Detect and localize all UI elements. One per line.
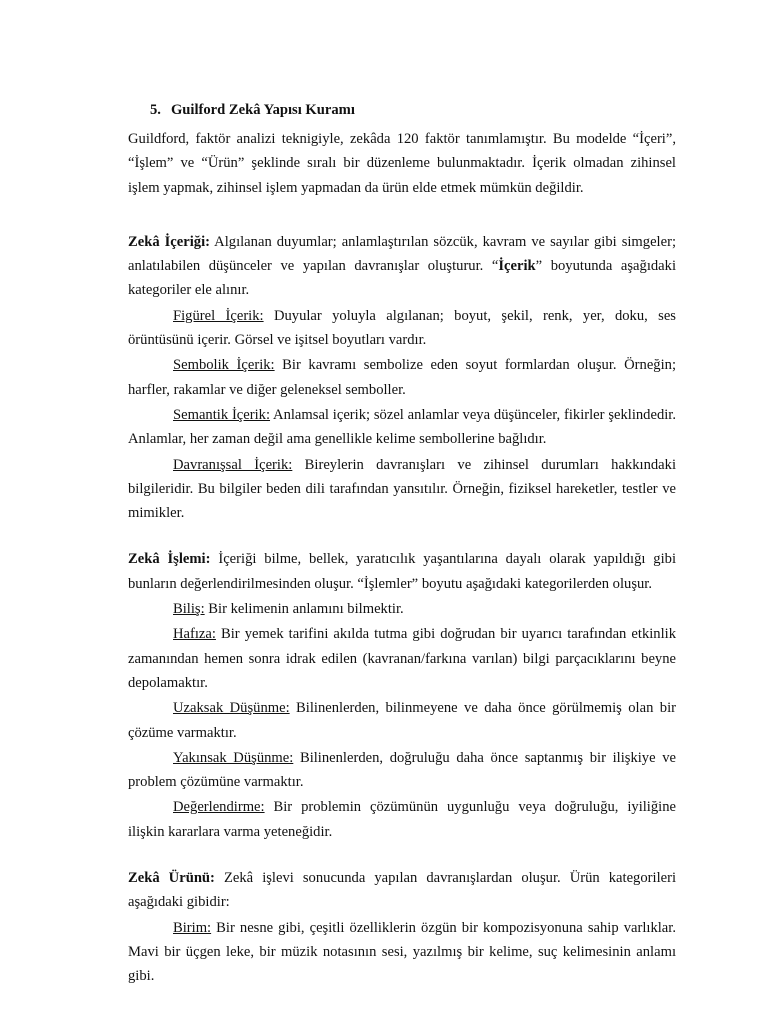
islem-item bbox=[128, 795, 676, 844]
icerik-label: Zekâ İçeriği: bbox=[128, 233, 210, 250]
section-title: Guilford Zekâ Yapısı Kuramı bbox=[170, 102, 355, 118]
document-page bbox=[128, 98, 676, 989]
section-number: 5. bbox=[150, 102, 161, 118]
islem-item-text: Bir kelimenin anlamını bilmektir. bbox=[204, 601, 404, 618]
icerik-emph: İçerik bbox=[498, 258, 536, 275]
islem-item bbox=[128, 597, 676, 621]
urun-item bbox=[128, 916, 676, 989]
islem-item-term: Uzaksak Düşünme: bbox=[173, 700, 290, 717]
icerik-item-term: Sembolik İçerik: bbox=[173, 357, 275, 374]
urun-label: Zekâ Ürünü: bbox=[128, 870, 215, 887]
islem-item-term: Hafıza: bbox=[173, 626, 216, 643]
urun-text: Zekâ işlevi sonucunda yapılan davranışlardan oluşur. Ürün kategorileri aşağıdaki gibidir: bbox=[128, 870, 677, 911]
islem-item bbox=[128, 696, 676, 745]
islem-item-term: Yakınsak Düşünme: bbox=[173, 749, 294, 766]
intro-paragraph: Guildford, faktör analizi teknigiyle, zekâda 120 faktör tanımlamıştır. Bu modelde “İçeri”, “İşlem” ve “Ürün” şeklinde sıralı bir düzenleme bulunmaktadır. İçerik olmadan zihinsel işlem yapmak, zihinsel işlem yapmadan da ürün elde etmek mümkün değildir. bbox=[128, 131, 676, 196]
islem-item-text: Bilinenlerden, doğruluğu daha önce saptanmış bir ilişkiye ve problem çözümüne varmaktır. bbox=[128, 749, 676, 791]
icerik-item-term: Figürel İçerik: bbox=[173, 307, 264, 324]
islem-item-text: Bilinenlerden, bilinmeyene ve daha önce görülmemiş olan bir çözüme varmaktır. bbox=[128, 700, 676, 741]
icerik-text-before: Algılanan duyumlar; anlamlaştırılan sözcük, kavram ve sayılar gibi simgeler; anlatılabilen düşünceler ve yapılan davranışlar oluşturur. “ bbox=[128, 233, 676, 275]
icerik-item bbox=[128, 304, 676, 353]
urun-item-term: Birim: bbox=[173, 919, 212, 936]
islem-text: İçeriği bilme, bellek, yaratıcılık yaşantılarına dayalı olarak yapıldığı gibi bunların değerlendirilmesinden oluşur. “İşlemler” boyutu aşağıdaki kategorilerden oluşur. bbox=[128, 551, 676, 592]
icerik-item-text: Anlamsal içerik; sözel anlamlar veya düşünceler, fikirler şeklindedir. Anlamlar, her zaman değil ama genellikle kelime sembollerine bağlıdır. bbox=[128, 406, 677, 448]
urun-paragraph bbox=[128, 866, 676, 915]
urun-item-text: Bir nesne gibi, çeşitli özelliklerin özgün bir kompozisyonuna sahip varlıklar. Mavi bir üçgen leke, bir müzik notasının sesi, yazılmış bir kelime, suç kelimesinin anlamı gibi. bbox=[128, 919, 676, 985]
icerik-item-term: Semantik İçerik: bbox=[173, 406, 271, 423]
islem-item-text: Bir problemin çözümünün uygunluğu veya doğruluğu, iyiliğine ilişkin kararlara varma yeteneğidir. bbox=[128, 799, 676, 840]
islem-label: Zekâ İşlemi: bbox=[128, 551, 211, 568]
icerik-item bbox=[128, 403, 676, 452]
spacer bbox=[128, 844, 676, 866]
icerik-item-term: Davranışsal İçerik: bbox=[173, 456, 293, 473]
islem-item-term: Değerlendirme: bbox=[173, 799, 265, 816]
icerik-text-after: ” boyutunda aşağıdaki kategoriler ele alınır. bbox=[128, 258, 676, 299]
spacer bbox=[128, 525, 676, 547]
icerik-item-text: Bireylerin davranışları ve zihinsel durumları hakkındaki bilgileridir. Bu bilgiler beden dili tarafından yansıtılır. Örneğin, fiziksel hareketler, testler ve mimikler. bbox=[128, 456, 676, 522]
islem-paragraph bbox=[128, 547, 676, 596]
islem-item bbox=[128, 746, 676, 795]
section-heading bbox=[150, 98, 676, 122]
islem-item bbox=[128, 622, 676, 695]
icerik-item bbox=[128, 453, 676, 526]
islem-item-term: Biliş: bbox=[173, 601, 205, 618]
islem-item-text: Bir yemek tarifini akılda tutma gibi doğrudan bir uyarıcı tarafından etkinlik zamanından hemen sonra idrak edilen (kavranan/farkına varılan) bilgi parçacıklarını beyne depolamaktır. bbox=[128, 626, 676, 691]
icerik-paragraph bbox=[128, 230, 676, 303]
icerik-item bbox=[128, 353, 676, 402]
icerik-item-text: Bir kavramı sembolize eden soyut formlardan oluşur. Örneğin; harfler, rakamlar ve diğer geleneksel semboller. bbox=[128, 357, 676, 398]
icerik-item-text: Duyular yoluyla algılanan; boyut, şekil, renk, yer, doku, ses örüntüsünü içerir. Görsel ve işitsel boyutları vardır. bbox=[128, 307, 676, 349]
